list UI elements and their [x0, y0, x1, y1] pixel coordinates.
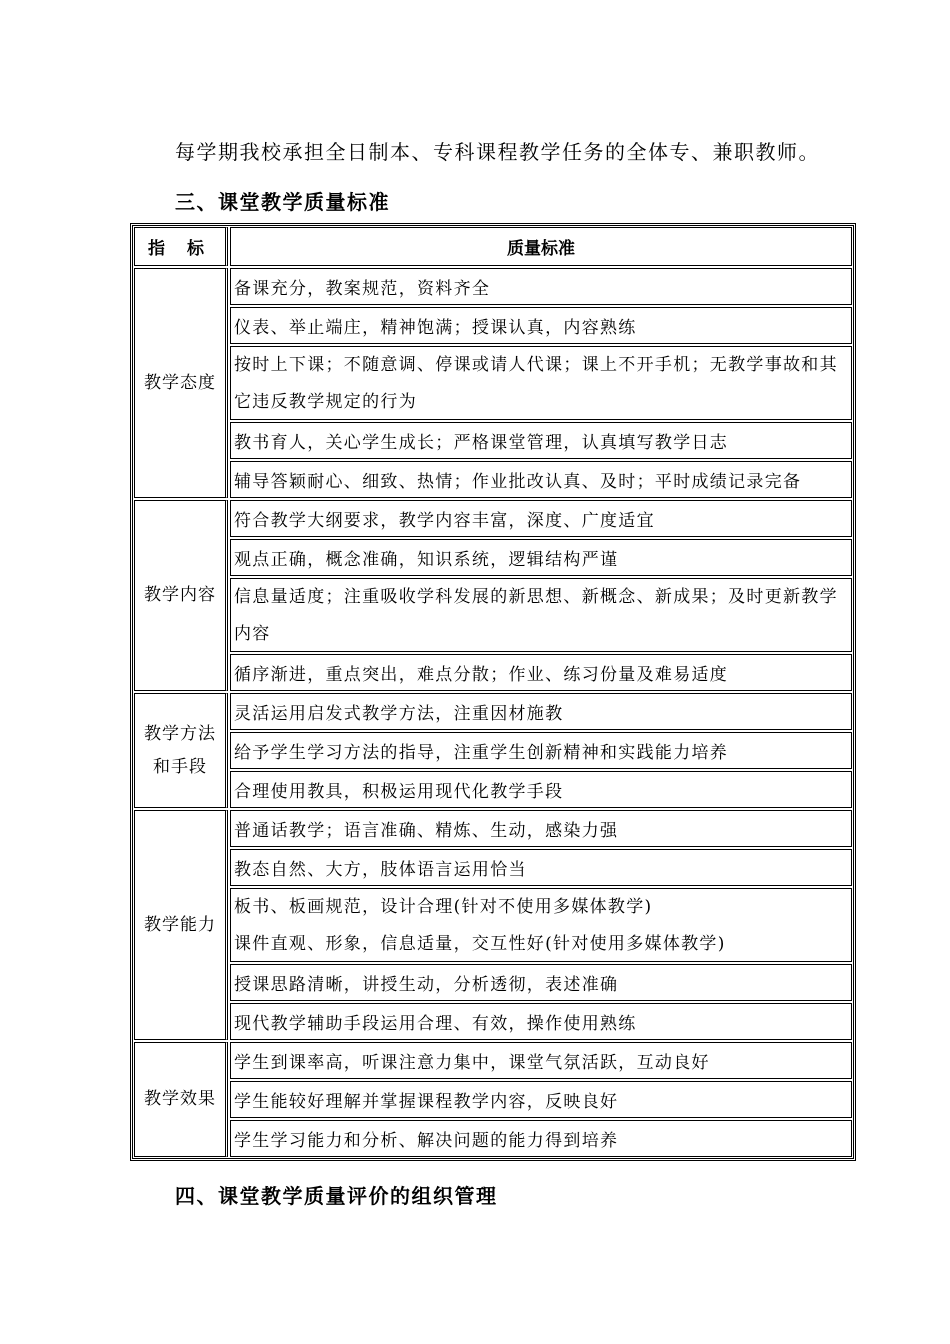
table-row: 普通话教学；语言准确、精炼、生动，感染力强 [230, 810, 852, 847]
table-row: 灵活运用启发式教学方法，注重因材施教 [230, 693, 852, 730]
category-cell [134, 693, 228, 808]
section-4-heading: 四、课堂教学质量评价的组织管理 [175, 1184, 498, 1208]
table-row: 符合教学大纲要求，教学内容丰富，深度、广度适宜 [230, 500, 852, 537]
table-row: 循序渐进，重点突出，难点分散；作业、练习份量及难易适度 [230, 654, 852, 691]
category-line-1: 教学方法 [144, 723, 216, 744]
intro-paragraph: 每学期我校承担全日制本、专科课程教学任务的全体专、兼职教师。 [175, 140, 820, 164]
table-row: 合理使用教具，积极运用现代化教学手段 [230, 771, 852, 808]
table-row: 学生学习能力和分析、解决问题的能力得到培养 [230, 1120, 852, 1157]
category-line-2: 和手段 [153, 756, 207, 777]
table-row: 学生能较好理解并掌握课程教学内容，反映良好 [230, 1081, 852, 1118]
table-row: 按时上下课；不随意调、停课或请人代课；课上不开手机；无教学事故和其它违反教学规定的行为 [230, 346, 852, 420]
table-row: 仪表、举止端庄，精神饱满；授课认真，内容熟练 [230, 307, 852, 344]
group-teaching-content [133, 499, 853, 692]
table-row: 学生到课率高，听课注意力集中，课堂气氛活跃，互动良好 [230, 1042, 852, 1079]
table-row-line: 板书、板画规范，设计合理(针对不使用多媒体教学) [234, 897, 653, 917]
table-row: 给予学生学习方法的指导，注重学生创新精神和实践能力培养 [230, 732, 852, 769]
table-row: 信息量适度；注重吸收学科发展的新思想、新概念、新成果；及时更新教学内容 [230, 578, 852, 652]
quality-standard-table [130, 223, 856, 1161]
table-row: 辅导答颖耐心、细致、热情；作业批改认真、及时；平时成绩记录完备 [230, 461, 852, 498]
table-row: 教书育人，关心学生成长；严格课堂管理，认真填写教学日志 [230, 422, 852, 459]
table-row [230, 888, 852, 962]
table-row: 教态自然、大方，肢体语言运用恰当 [230, 849, 852, 886]
group-teaching-effect [133, 1041, 853, 1158]
header-standard: 质量标准 [230, 227, 852, 266]
table-row-line: 课件直观、形象，信息适量，交互性好(针对使用多媒体教学) [234, 934, 726, 954]
table-row: 观点正确，概念准确，知识系统，逻辑结构严谨 [230, 539, 852, 576]
header-indicator: 指 标 [134, 227, 228, 266]
group-teaching-methods [133, 692, 853, 809]
table-row: 备课充分，教案规范，资料齐全 [230, 268, 852, 305]
category-cell: 教学内容 [134, 500, 228, 691]
table-header-row [133, 226, 853, 267]
category-cell: 教学态度 [134, 268, 228, 498]
category-cell: 教学效果 [134, 1042, 228, 1157]
table-row: 现代教学辅助手段运用合理、有效，操作使用熟练 [230, 1003, 852, 1040]
category-cell: 教学能力 [134, 810, 228, 1040]
group-teaching-ability [133, 809, 853, 1041]
table-row: 授课思路清晰，讲授生动，分析透彻，表述准确 [230, 964, 852, 1001]
section-3-heading: 三、课堂教学质量标准 [175, 190, 390, 214]
group-teaching-attitude [133, 267, 853, 499]
